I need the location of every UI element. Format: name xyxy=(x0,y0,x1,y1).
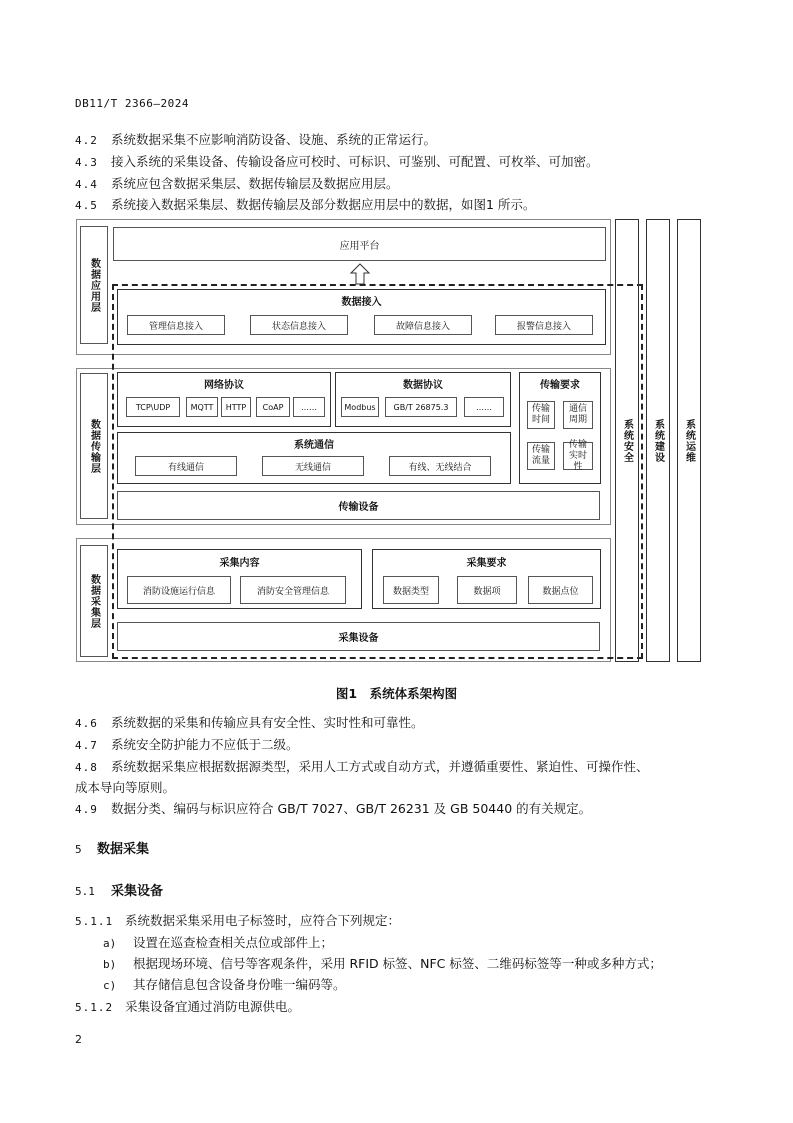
section-number: 5.1 xyxy=(75,885,95,898)
system-security-bar xyxy=(615,219,639,662)
clause-number: 4.5 xyxy=(75,199,98,212)
req-transmit-time: 传输时间 xyxy=(527,401,555,429)
system-operation-bar xyxy=(677,219,701,662)
collection-requirements-title: 采集要求 xyxy=(466,558,507,569)
collection-layer-text: 数据采集层 xyxy=(88,573,100,629)
protocol-gbt: GB/T 26875.3 xyxy=(385,397,457,417)
app-platform-box: 应用平台 xyxy=(113,227,606,261)
req-comm-cycle: 通信周期 xyxy=(563,401,593,429)
collection-management-info: 消防安全管理信息 xyxy=(240,576,346,604)
protocol-mqtt: MQTT xyxy=(186,397,218,417)
req-data-type: 数据类型 xyxy=(383,576,439,604)
section-number: 5 xyxy=(75,843,82,856)
transmission-layer-label xyxy=(80,373,108,519)
clause-number: 4.4 xyxy=(75,178,98,191)
protocol-more: …… xyxy=(464,397,504,417)
clause-4-3 xyxy=(75,152,599,170)
req-data-item: 数据项 xyxy=(457,576,517,604)
req-realtime: 传输实时性 xyxy=(563,442,593,470)
clause-text: 系统数据采集应根据数据源类型，采用人工方式或自动方式，并遵循重要性、紧迫性、可操作性、 xyxy=(111,759,649,774)
clause-text: 系统接入数据采集层、数据传输层及部分数据应用层中的数据，如图1 所示。 xyxy=(111,197,536,212)
protocol-tcp-udp: TCP\UDP xyxy=(126,397,180,417)
item-text: 设置在巡查检查相关点位或部件上； xyxy=(133,935,334,950)
clause-number: 4.2 xyxy=(75,134,98,147)
clause-text: 数据分类、编码与标识应符合 GB/T 7027、GB/T 26231 及 GB 50440 的有关规定。 xyxy=(111,801,592,816)
clause-4-9 xyxy=(75,799,591,817)
section-5-heading xyxy=(75,838,149,857)
page-number: 2 xyxy=(75,1033,82,1046)
protocol-coap: CoAP xyxy=(256,397,290,417)
clause-text: 系统应包含数据采集层、数据传输层及数据应用层。 xyxy=(111,176,399,191)
clause-number: 5.1.1 xyxy=(75,915,114,928)
transmission-requirements-title: 传输要求 xyxy=(540,380,580,391)
clause-4-2 xyxy=(75,130,436,148)
figure-caption: 图1 系统体系架构图 xyxy=(335,686,458,701)
clause-number: 4.3 xyxy=(75,156,98,169)
clause-text: 系统数据采集采用电子标签时，应符合下列规定： xyxy=(125,913,401,928)
clause-number: 4.9 xyxy=(75,803,98,816)
data-access-item: 管理信息接入 xyxy=(127,315,225,335)
clause-text: 系统数据采集不应影响消防设备、设施、系统的正常运行。 xyxy=(111,132,437,147)
system-construction-bar xyxy=(646,219,670,662)
list-item-a xyxy=(103,933,333,951)
clause-4-7 xyxy=(75,735,299,753)
list-item-b xyxy=(103,954,662,972)
req-traffic: 传输流量 xyxy=(527,442,555,470)
list-item-c xyxy=(103,975,346,993)
up-arrow-icon xyxy=(350,263,370,285)
clause-4-8 xyxy=(75,757,649,775)
item-text: 根据现场环境、信号等客观条件，采用 RFID 标签、NFC 标签、二维码标签等一种或多种方式； xyxy=(133,956,662,971)
data-access-item: 故障信息接入 xyxy=(374,315,472,335)
clause-4-5 xyxy=(75,195,535,213)
application-layer-label xyxy=(80,226,108,344)
collection-layer-label xyxy=(80,545,108,657)
clause-5-1-2 xyxy=(75,997,300,1015)
collection-content-title: 采集内容 xyxy=(219,558,260,569)
clause-text: 系统安全防护能力不应低于二级。 xyxy=(111,737,299,752)
section-title: 数据采集 xyxy=(97,842,150,857)
communication-wired: 有线通信 xyxy=(135,456,237,476)
clause-4-8-continued: 成本导向等原则。 xyxy=(75,780,176,795)
clause-number: 4.8 xyxy=(75,761,98,774)
clause-text: 采集设备宜通过消防电源供电。 xyxy=(125,999,301,1014)
protocol-http: HTTP xyxy=(221,397,251,417)
system-communication-title: 系统通信 xyxy=(294,440,334,451)
transmission-layer-text: 数据传输层 xyxy=(88,418,100,474)
data-protocol-title: 数据协议 xyxy=(403,380,443,391)
clause-5-1-1 xyxy=(75,911,400,929)
req-data-point: 数据点位 xyxy=(528,576,593,604)
section-title: 采集设备 xyxy=(111,884,164,899)
clause-number: 4.7 xyxy=(75,739,98,752)
protocol-more: …… xyxy=(293,397,325,417)
section-5-1-heading xyxy=(75,880,163,899)
communication-wireless: 无线通信 xyxy=(262,456,364,476)
clause-4-4 xyxy=(75,174,399,192)
clause-text: 接入系统的采集设备、传输设备应可校时、可标识、可鉴别、可配置、可枚举、可加密。 xyxy=(111,154,599,169)
collection-device-box: 采集设备 xyxy=(117,622,600,651)
clause-number: 5.1.2 xyxy=(75,1001,114,1014)
communication-hybrid: 有线、无线结合 xyxy=(389,456,491,476)
system-construction-label: 系统建设 xyxy=(652,418,664,463)
data-access-item: 报警信息接入 xyxy=(495,315,593,335)
data-access-item: 状态信息接入 xyxy=(250,315,348,335)
protocol-modbus: Modbus xyxy=(341,397,379,417)
application-layer-text: 数据应用层 xyxy=(88,257,100,313)
system-operation-label: 系统运维 xyxy=(683,418,695,463)
network-protocol-title: 网络协议 xyxy=(204,380,244,391)
document-code: DB11/T 2366—2024 xyxy=(75,97,189,110)
clause-text: 系统数据的采集和传输应具有安全性、实时性和可靠性。 xyxy=(111,715,424,730)
clause-4-6 xyxy=(75,713,424,731)
transmission-device-box: 传输设备 xyxy=(117,491,600,520)
data-access-title: 数据接入 xyxy=(341,297,382,308)
system-security-label: 系统安全 xyxy=(621,418,633,463)
item-text: 其存储信息包含设备身份唯一编码等。 xyxy=(133,977,346,992)
item-letter: c) xyxy=(103,979,117,992)
clause-number: 4.6 xyxy=(75,717,98,730)
collection-facility-info: 消防设施运行信息 xyxy=(127,576,231,604)
item-letter: a) xyxy=(103,937,117,950)
item-letter: b) xyxy=(103,958,117,971)
